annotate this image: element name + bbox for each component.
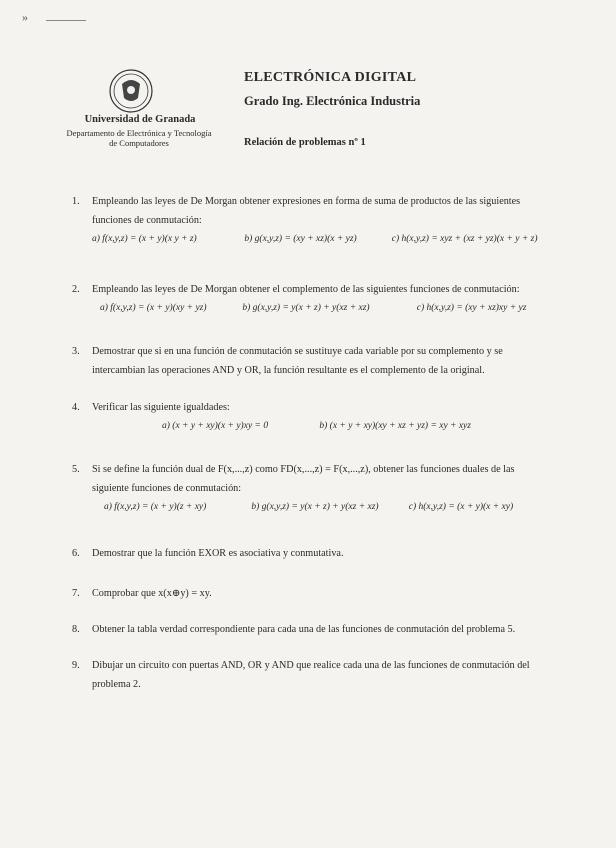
course-title: ELECTRÓNICA DIGITAL: [244, 70, 417, 85]
formula-b: b) g(x,y,z) = (xy + xz)(x + yz): [244, 234, 357, 244]
problem-2: [72, 280, 552, 318]
problem-number: 9.: [72, 660, 80, 671]
problem-number: 1.: [72, 196, 80, 207]
problem-text: Demostrar que la función EXOR es asociativa y conmutativa.: [92, 548, 344, 559]
problem-3: [72, 342, 552, 380]
university-seal-icon: [108, 68, 154, 114]
problem-text: Demostrar que si en una función de conmutación se sustituye cada variable por su complemento y se intercambian las operaciones AND y OR, la función resultante es el complemento de la original.: [92, 346, 503, 376]
department-line-2: de Computadores: [109, 138, 169, 148]
corner-mark: »: [22, 10, 28, 24]
problem-text: Verificar las siguiente igualdades:: [92, 402, 230, 413]
problem-formulas: [92, 230, 552, 249]
formula-a: a) f(x,y,z) = (x + y)(z + xy): [104, 502, 207, 512]
problem-formulas: [162, 417, 552, 436]
problem-9: [72, 656, 552, 694]
problem-number: 5.: [72, 464, 80, 475]
problem-text: Comprobar que x(x⊕y) = xy.: [92, 588, 212, 599]
department: [44, 128, 234, 148]
problem-number: 6.: [72, 548, 80, 559]
formula-c: c) h(x,y,z) = (x + y)(x + xy): [408, 502, 514, 512]
corner-line: [46, 20, 86, 21]
problem-formulas: [104, 498, 552, 517]
problem-formulas: [100, 299, 552, 318]
problem-number: 7.: [72, 588, 80, 599]
formula-a: a) (x + y + xy)(x + y)xy = 0: [162, 421, 269, 431]
problem-4: [72, 398, 552, 436]
university-name: Universidad de Granada: [84, 114, 196, 125]
formula-a: a) f(x,y,z) = (x + y)(xy + yz): [100, 303, 207, 313]
problem-6: [72, 544, 552, 563]
problem-text: Empleando las leyes de De Morgan obtener el complemento de las siguientes funciones de conmutación:: [92, 284, 520, 295]
degree-title: Grado Ing. Electrónica Industria: [244, 94, 421, 108]
formula-b: b) g(x,y,z) = y(x + z) + y(xz + xz): [242, 303, 370, 313]
problem-number: 8.: [72, 624, 80, 635]
department-line-1: Departamento de Electrónica y Tecnología: [66, 128, 212, 138]
problem-number: 2.: [72, 284, 80, 295]
formula-c: c) h(x,y,z) = (xy + xz)xy + yz: [416, 303, 527, 313]
problem-7: [72, 584, 552, 603]
problem-text: Dibujar un circuito con puertas AND, OR y AND que realice cada una de las funciones de conmutación del problema 2.: [92, 660, 530, 690]
problem-1: [72, 192, 552, 249]
problem-text: Si se define la función dual de F(x,...,z) como FD(x,...,z) = F(x,...,z), obtener las funciones duales de las siguiente funciones de conmutación:: [92, 464, 515, 494]
formula-a: a) f(x,y,z) = (x + y)(x y + z): [92, 234, 197, 244]
problem-number: 4.: [72, 402, 80, 413]
problem-text: Empleando las leyes de De Morgan obtener expresiones en forma de suma de productos de las siguientes funciones de conmutación:: [92, 196, 521, 226]
formula-b: b) g(x,y,z) = y(x + z) + y(xz + xz): [251, 502, 379, 512]
problem-text: Obtener la tabla verdad correspondiente para cada una de las funciones de conmutación del problema 5.: [92, 624, 516, 635]
problem-5: [72, 460, 552, 517]
problem-number: 3.: [72, 346, 80, 357]
formula-c: c) h(x,y,z) = xyz + (xz + yz)(x + y + z): [391, 234, 538, 244]
problem-8: [72, 620, 552, 639]
formula-b: b) (x + y + xy)(xy + xz + yz) = xy + xyz: [319, 421, 471, 431]
problem-sheet-title: Relación de problemas nº 1: [244, 137, 366, 148]
